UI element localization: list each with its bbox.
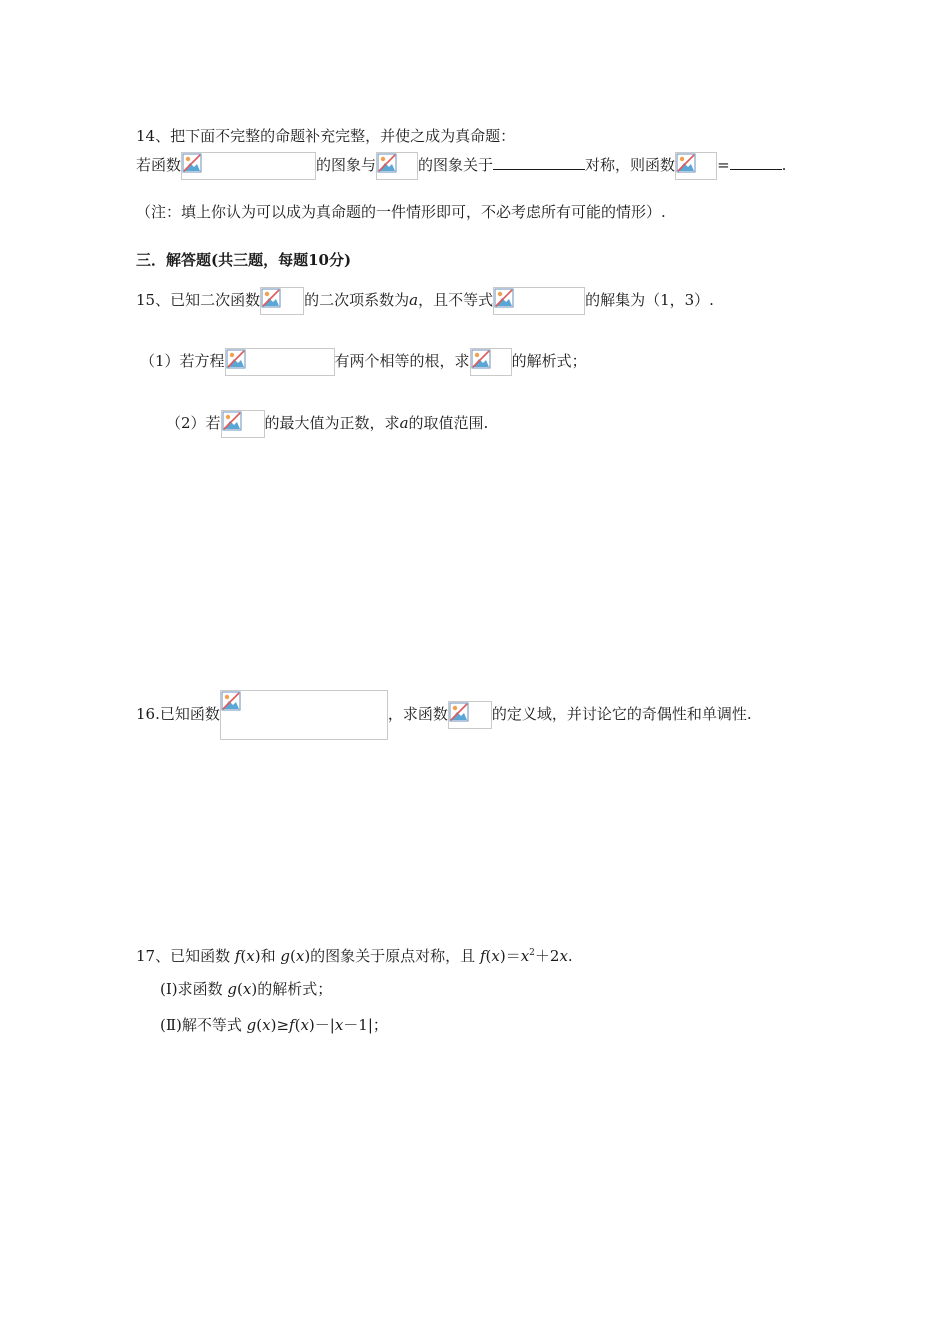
math-var: f — [234, 947, 241, 965]
math-var: g — [227, 980, 238, 998]
formula-image-placeholder — [225, 348, 335, 376]
broken-image-icon — [226, 349, 246, 369]
broken-image-icon — [377, 153, 397, 173]
q15-p2-var: a — [399, 414, 409, 432]
broken-image-icon — [676, 153, 696, 173]
math-var: x — [242, 980, 252, 998]
broken-image-icon — [221, 691, 241, 711]
q15-p1-text-c: 的解析式； — [511, 352, 587, 370]
math-sym: ( — [485, 947, 492, 965]
q15-p2-text-c: 的取值范围. — [408, 414, 489, 432]
math-sym: ＋2 — [534, 947, 560, 965]
formula-image-placeholder — [220, 690, 388, 740]
q15-p1-text-b: 有两个相等的根，求 — [334, 352, 470, 370]
math-sym: )－| — [308, 1016, 335, 1034]
q14-text-f: . — [781, 156, 787, 174]
q14-text-b: 的图象与 — [316, 156, 377, 174]
q17-part2 — [160, 1015, 388, 1035]
answer-blank[interactable] — [493, 155, 585, 170]
math-var: f — [289, 1016, 295, 1034]
section-heading: 三．解答题(共三题，每题10分) — [136, 251, 352, 269]
formula-image-placeholder — [448, 701, 492, 729]
math-var: f — [479, 947, 486, 965]
math-sym: . — [567, 947, 573, 965]
math-sym: ( — [240, 947, 247, 965]
q14-text-d: 对称，则函数 — [585, 156, 676, 174]
broken-image-icon — [222, 411, 242, 431]
q15-part1 — [140, 348, 587, 384]
q16-statement — [136, 690, 752, 742]
q17-text: )的图象关于原点对称，且 — [304, 947, 480, 965]
q17-p1-text: (Ⅰ)求函数 — [160, 980, 228, 998]
math-sym: )≥ — [270, 1016, 290, 1034]
math-var: g — [246, 1016, 257, 1034]
q15-p2-text-b: 的最大值为正数，求 — [264, 414, 400, 432]
q17-p1-text: )的解析式； — [251, 980, 333, 998]
math-var: x — [262, 1016, 271, 1034]
q15-p2-text-a: （2）若 — [166, 414, 221, 432]
q17-statement — [136, 943, 573, 966]
math-sym: )＝ — [499, 947, 521, 965]
broken-image-icon — [494, 288, 514, 308]
math-sym: ( — [289, 947, 296, 965]
formula-image-placeholder — [493, 287, 585, 315]
formula-image-placeholder — [675, 152, 717, 180]
q17-text: )和 — [254, 947, 281, 965]
math-var: x — [559, 947, 568, 965]
q14-statement — [136, 152, 786, 188]
q16-text-a: 16.已知函数 — [136, 705, 220, 723]
q15-text-b: 的二次项系数为 — [304, 291, 410, 309]
q15-statement — [136, 287, 714, 323]
broken-image-icon — [471, 349, 491, 369]
q17-p2-text: (Ⅱ)解不等式 — [160, 1016, 247, 1034]
q17-text: 17、已知函数 — [136, 947, 235, 965]
q15-text-a: 15、已知二次函数 — [136, 291, 261, 309]
answer-blank[interactable] — [730, 155, 782, 170]
math-sym: ( — [256, 1016, 263, 1034]
q15-var-a: a — [409, 291, 419, 309]
q17-part1 — [160, 979, 332, 999]
q15-text-d: 的解集为（1，3）. — [585, 291, 714, 309]
formula-image-placeholder — [376, 152, 418, 180]
formula-image-placeholder — [221, 410, 265, 438]
math-var: x — [300, 1016, 309, 1034]
math-exponent: 2 — [529, 948, 535, 958]
q15-text-c: ，且不等式 — [418, 291, 494, 309]
math-sym: －1|； — [343, 1016, 388, 1034]
math-var: x — [334, 1016, 344, 1034]
broken-image-icon — [449, 702, 469, 722]
formula-image-placeholder — [260, 287, 304, 315]
q16-text-b: ，求函数 — [387, 705, 448, 723]
q14-note: （注：填上你认为可以成为真命题的一件情形即可，不必考虑所有可能的情形）. — [136, 203, 666, 221]
math-var: x — [491, 947, 500, 965]
formula-image-placeholder — [470, 348, 512, 376]
broken-image-icon — [261, 288, 281, 308]
q14-text-e: = — [717, 156, 730, 174]
math-var: x — [520, 947, 530, 965]
formula-image-placeholder — [181, 152, 316, 180]
q14-text-a: 若函数 — [136, 156, 182, 174]
broken-image-icon — [182, 153, 202, 173]
q15-p1-text-a: （1）若方程 — [140, 352, 225, 370]
q14-title: 14、把下面不完整的命题补充完整，并使之成为真命题： — [136, 127, 516, 145]
q15-part2 — [166, 410, 488, 446]
q16-text-c: 的定义域，并讨论它的奇偶性和单调性. — [491, 705, 752, 723]
math-sym: ( — [237, 980, 243, 998]
q14-text-c: 的图象关于 — [418, 156, 494, 174]
math-var: g — [280, 947, 290, 965]
math-var: x — [246, 947, 255, 965]
math-sym: ( — [294, 1016, 301, 1034]
math-var: x — [295, 947, 305, 965]
